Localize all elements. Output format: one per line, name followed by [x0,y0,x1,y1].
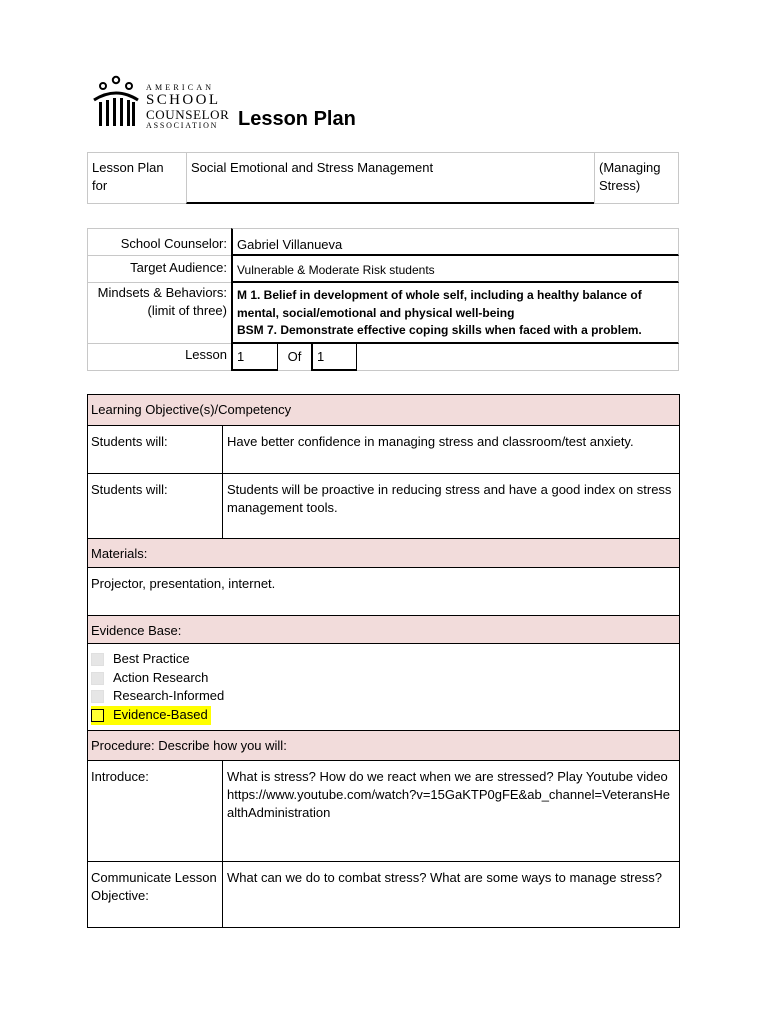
checkbox-icon[interactable] [91,709,104,722]
materials-value: Projector, presentation, internet. [88,568,679,616]
objective-1-value: Have better confidence in managing stress and classroom/test anxiety. [227,434,634,449]
target-audience-value: Vulnerable & Moderate Risk students [231,256,679,283]
page-title: Lesson Plan [238,108,356,130]
lesson-number-value: 1 [231,344,278,371]
objective-row-2 [88,474,679,539]
target-audience-label: Target Audience: [87,256,231,283]
lesson-topic-note: (Managing Stress) [594,152,679,204]
objective-2-label: Students will: [88,474,223,538]
checkbox-icon[interactable] [91,653,104,666]
introduce-label: Introduce: [88,761,223,861]
mindsets-label-line2: (limit of three) [147,303,227,318]
procedure-row-introduce [88,761,679,862]
objective-1-label: Students will: [88,426,223,473]
checkbox-icon[interactable] [91,672,104,685]
mindsets-value-line2: mental, social/emotional and physical well-being [237,305,515,320]
evidence-option-research-informed[interactable] [91,687,676,706]
lesson-row-filler [357,344,679,371]
school-counselor-label: School Counselor: [87,228,231,256]
procedure-header: Procedure: Describe how you will: [88,731,679,761]
asca-logo-icon [92,74,140,130]
evidence-options [88,644,679,731]
communicate-label: Communicate Lesson Objective: [88,862,223,927]
evidence-option-evidence-based[interactable] [91,706,211,725]
mindsets-label-line1: Mindsets & Behaviors: [97,285,227,300]
objective-2-value: Students will be proactive in reducing stress and have a good index on stress management tools. [227,482,672,515]
mindsets-behaviors-label [87,283,231,344]
lesson-plan-for-label: Lesson Plan for [87,152,186,204]
evidence-option-label: Best Practice [113,651,190,666]
logo-line-school: SCHOOL [146,92,221,108]
objectives-header: Learning Objective(s)/Competency [88,395,679,426]
school-counselor-value: Gabriel Villanueva [231,228,679,256]
evidence-option-label: Research-Informed [113,688,225,704]
logo-wordmark [146,84,229,130]
lesson-topic-value: Social Emotional and Stress Management [186,152,594,204]
logo-line-american: AMERICAN [146,83,215,92]
lesson-details-table [87,394,680,928]
evidence-option-label: Evidence-Based [113,707,208,723]
lesson-total-value: 1 [311,344,357,371]
materials-header: Materials: [88,539,679,568]
checkbox-icon[interactable] [91,690,104,703]
communicate-value: What can we do to combat stress? What are some ways to manage stress? [227,870,662,885]
mindsets-behaviors-value [231,283,679,344]
introduce-value: What is stress? How do we react when we are stressed? Play Youtube video https://www.youtube.com/watch?v=15GaKTP0gFE&ab_channel=VeteransHealthAdministration [227,769,670,820]
logo-line-counselor: COUNSELOR [146,107,230,122]
objective-row-1 [88,426,679,474]
procedure-row-communicate [88,862,679,927]
evidence-option-label: Action Research [113,669,209,685]
of-label: Of [278,344,311,371]
lesson-label: Lesson [87,344,231,371]
evidence-option-action-research[interactable] [91,669,676,688]
mindsets-value-line1: M 1. Belief in development of whole self, including a healthy balance of [237,288,642,302]
evidence-option-best-practice[interactable] [91,650,676,669]
evidence-header: Evidence Base: [88,616,679,644]
logo-line-association: ASSOCIATION [146,121,219,130]
mindsets-value-line3: BSM 7. Demonstrate effective coping skills when faced with a problem. [237,323,642,337]
